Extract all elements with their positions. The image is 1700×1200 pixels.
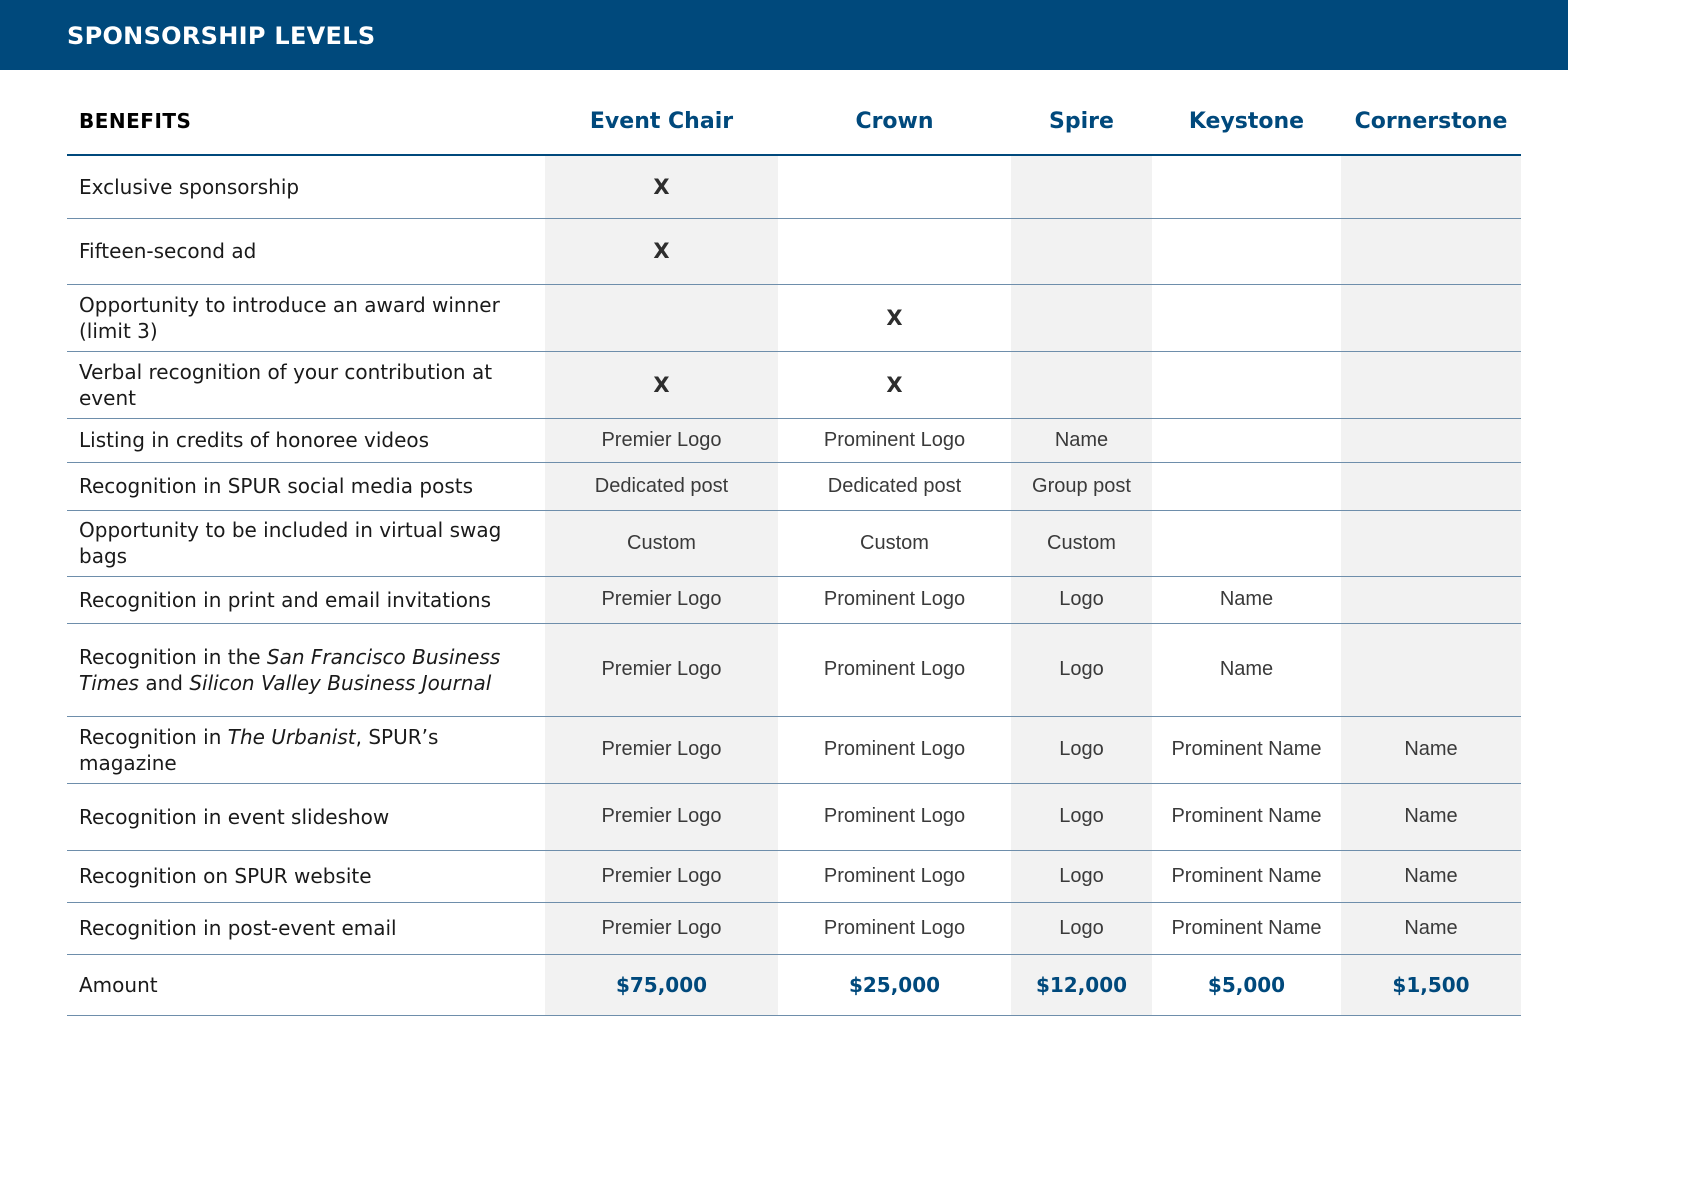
benefit-label: Recognition on SPUR website <box>67 850 545 902</box>
included-mark: X <box>545 351 778 418</box>
benefit-value-cell: Premier Logo <box>545 576 778 623</box>
benefit-value-cell: Prominent Logo <box>778 783 1011 850</box>
benefit-value-cell: Premier Logo <box>545 623 778 716</box>
publication-title: Silicon Valley Business Journal <box>189 670 492 695</box>
benefit-value-cell: Logo <box>1011 902 1152 954</box>
benefit-label: Recognition in print and email invitations <box>67 576 545 623</box>
benefit-value-cell: Name <box>1152 576 1341 623</box>
publication-title: The Urbanist <box>227 724 356 749</box>
benefit-value-cell <box>1152 462 1341 510</box>
benefit-value-cell <box>1011 284 1152 351</box>
table-row <box>67 418 1521 462</box>
table-row <box>67 576 1521 623</box>
benefit-label: Exclusive sponsorship <box>67 155 545 218</box>
amount-value: $1,500 <box>1341 954 1521 1015</box>
benefit-value-cell: Prominent Name <box>1152 850 1341 902</box>
benefit-label: Recognition in event slideshow <box>67 783 545 850</box>
benefit-value-cell <box>1152 218 1341 284</box>
benefit-value-cell <box>1341 155 1521 218</box>
included-mark: X <box>545 218 778 284</box>
benefit-text: , SPUR’s magazine <box>79 724 439 775</box>
benefit-value-cell: Custom <box>778 510 1011 576</box>
benefit-value-cell: Logo <box>1011 783 1152 850</box>
table-row <box>67 783 1521 850</box>
benefit-value-cell: Premier Logo <box>545 716 778 783</box>
column-header-crown: Crown <box>778 88 1011 155</box>
amount-label: Amount <box>67 954 545 1015</box>
benefit-value-cell <box>1341 218 1521 284</box>
benefit-value-cell: Group post <box>1011 462 1152 510</box>
sponsorship-table-wrapper <box>67 88 1521 1016</box>
benefit-value-cell <box>1011 351 1152 418</box>
sponsorship-table <box>67 88 1521 1016</box>
benefit-label: Recognition in SPUR social media posts <box>67 462 545 510</box>
header-bar <box>0 0 1568 70</box>
benefit-value-cell <box>1341 418 1521 462</box>
benefit-value-cell: Custom <box>545 510 778 576</box>
table-row <box>67 351 1521 418</box>
benefit-value-cell: Prominent Name <box>1152 783 1341 850</box>
benefit-value-cell <box>545 284 778 351</box>
benefit-value-cell <box>1011 155 1152 218</box>
column-header-benefits: BENEFITS <box>67 88 545 155</box>
benefit-value-cell <box>1341 351 1521 418</box>
benefit-label: Listing in credits of honoree videos <box>67 418 545 462</box>
amount-value: $75,000 <box>545 954 778 1015</box>
benefit-value-cell <box>1152 284 1341 351</box>
benefit-value-cell: Logo <box>1011 623 1152 716</box>
benefit-label: Recognition in post-event email <box>67 902 545 954</box>
benefit-label: Opportunity to introduce an award winner (limit 3) <box>67 284 545 351</box>
table-row <box>67 510 1521 576</box>
benefit-label: Opportunity to be included in virtual swag bags <box>67 510 545 576</box>
benefit-value-cell: Premier Logo <box>545 783 778 850</box>
benefit-value-cell: Prominent Logo <box>778 902 1011 954</box>
benefit-value-cell: Premier Logo <box>545 418 778 462</box>
column-header-spire: Spire <box>1011 88 1152 155</box>
benefit-value-cell <box>1341 576 1521 623</box>
benefit-label <box>67 623 545 716</box>
benefit-value-cell <box>1341 284 1521 351</box>
included-mark: X <box>545 155 778 218</box>
benefit-value-cell <box>778 218 1011 284</box>
benefit-text: and <box>138 670 190 695</box>
included-mark: X <box>778 284 1011 351</box>
benefit-value-cell: Premier Logo <box>545 850 778 902</box>
amount-value: $5,000 <box>1152 954 1341 1015</box>
page-title: SPONSORSHIP LEVELS <box>67 22 376 50</box>
table-header-row <box>67 88 1521 155</box>
benefit-value-cell: Prominent Logo <box>778 716 1011 783</box>
amount-row <box>67 954 1521 1015</box>
table-row <box>67 155 1521 218</box>
benefit-value-cell <box>1341 510 1521 576</box>
benefit-text: Recognition in the <box>79 644 267 669</box>
benefit-value-cell: Name <box>1011 418 1152 462</box>
benefit-value-cell <box>1341 623 1521 716</box>
benefit-value-cell <box>1152 155 1341 218</box>
benefit-value-cell: Name <box>1152 623 1341 716</box>
table-row <box>67 284 1521 351</box>
benefit-label: Verbal recognition of your contribution at event <box>67 351 545 418</box>
benefit-value-cell: Dedicated post <box>545 462 778 510</box>
benefit-value-cell: Prominent Logo <box>778 418 1011 462</box>
amount-value: $12,000 <box>1011 954 1152 1015</box>
column-header-keystone: Keystone <box>1152 88 1341 155</box>
benefit-value-cell: Premier Logo <box>545 902 778 954</box>
table-row <box>67 902 1521 954</box>
benefit-value-cell: Prominent Logo <box>778 623 1011 716</box>
benefit-label: Fifteen-second ad <box>67 218 545 284</box>
benefit-value-cell: Logo <box>1011 576 1152 623</box>
benefit-value-cell <box>1011 218 1152 284</box>
benefit-value-cell <box>778 155 1011 218</box>
benefit-value-cell <box>1152 418 1341 462</box>
table-row <box>67 850 1521 902</box>
benefit-value-cell: Name <box>1341 850 1521 902</box>
publication-title: San Francisco Business Times <box>79 644 501 695</box>
table-row <box>67 716 1521 783</box>
table-row <box>67 462 1521 510</box>
benefit-value-cell: Prominent Name <box>1152 902 1341 954</box>
benefit-value-cell: Dedicated post <box>778 462 1011 510</box>
benefit-value-cell <box>1152 351 1341 418</box>
benefit-value-cell: Name <box>1341 902 1521 954</box>
included-mark: X <box>778 351 1011 418</box>
table-row <box>67 218 1521 284</box>
benefit-value-cell: Prominent Name <box>1152 716 1341 783</box>
benefit-value-cell: Logo <box>1011 850 1152 902</box>
benefit-value-cell: Name <box>1341 783 1521 850</box>
benefit-value-cell: Logo <box>1011 716 1152 783</box>
benefit-value-cell: Name <box>1341 716 1521 783</box>
amount-value: $25,000 <box>778 954 1011 1015</box>
benefit-value-cell: Prominent Logo <box>778 576 1011 623</box>
benefit-value-cell: Custom <box>1011 510 1152 576</box>
column-header-cornerstone: Cornerstone <box>1341 88 1521 155</box>
column-header-event-chair: Event Chair <box>545 88 778 155</box>
benefit-text: Recognition in <box>79 724 228 749</box>
table-row <box>67 623 1521 716</box>
benefit-label <box>67 716 545 783</box>
table-body <box>67 155 1521 1015</box>
benefit-value-cell: Prominent Logo <box>778 850 1011 902</box>
benefit-value-cell <box>1341 462 1521 510</box>
benefit-value-cell <box>1152 510 1341 576</box>
